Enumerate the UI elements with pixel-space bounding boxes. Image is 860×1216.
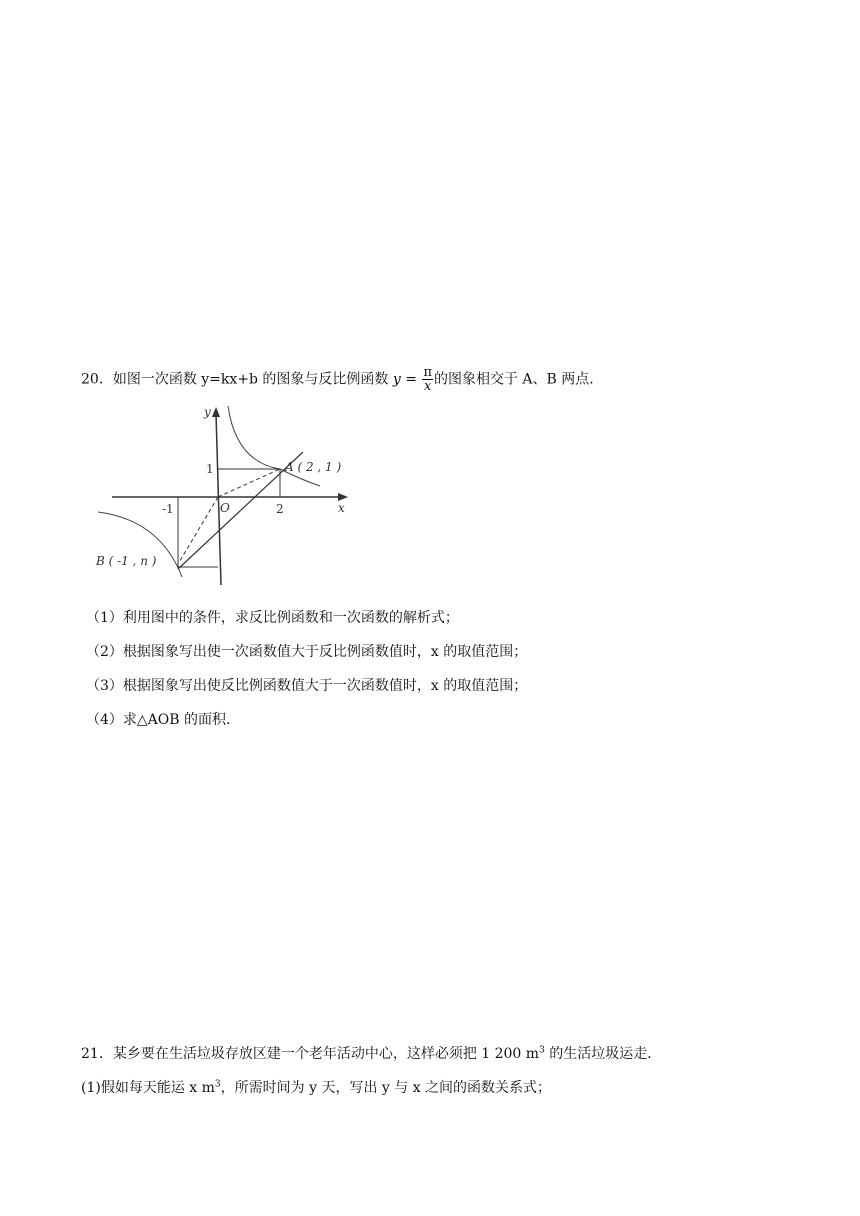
point-a-label: A ( 2 , 1 ) — [285, 460, 342, 474]
q21-part1-superscript: 3 — [214, 1079, 221, 1090]
q21-part1-text: (1)假如每天能运 x m — [81, 1080, 215, 1096]
y-axis-label: y — [204, 405, 211, 419]
tick-label-y-1: 1 — [206, 462, 214, 476]
q20-part-3: （3）根据图象写出使反比例函数值大于一次函数值时，x 的取值范围； — [86, 678, 528, 694]
segment-ob-dashed — [178, 497, 218, 564]
q20-function-graph — [90, 402, 365, 592]
q20-frac-numerator: π — [423, 365, 432, 380]
q20-frac-denominator: x — [424, 379, 432, 394]
q21-stem-text: 21．某乡要在生活垃圾存放区建一个老年活动中心，这样必须把 1 200 m — [81, 1046, 540, 1062]
point-b-label: B ( -1 , n ) — [96, 554, 157, 568]
q20-eq-equals: = — [400, 371, 422, 388]
x-axis-label: x — [338, 501, 345, 515]
x-axis-arrow — [338, 493, 348, 501]
tick-label-x-neg1: -1 — [162, 502, 174, 516]
q21-stem-end: 的生活垃圾运走． — [544, 1046, 662, 1062]
tick-label-x-2: 2 — [276, 502, 284, 516]
q20-part-2: （2）根据图象写出使一次函数值大于反比例函数值时，x 的取值范围； — [86, 644, 528, 660]
y-axis-arrow — [212, 407, 220, 417]
q20-stem-prefix: 20．如图一次函数 y=kx+b 的图象与反比例函数 — [81, 371, 393, 388]
q21-stem — [81, 1044, 661, 1064]
q21-part-1 — [81, 1078, 551, 1098]
q21-stem-superscript: 3 — [539, 1045, 545, 1056]
origin-label: O — [220, 501, 230, 515]
q20-stem-suffix: 的图象相交于 A、B 两点． — [433, 371, 604, 388]
hyperbola-branch-first-quadrant — [228, 406, 320, 486]
q20-eq-y: y — [392, 371, 401, 388]
q21-part1-end: ，所需时间为 y 天，写出 y 与 x 之间的函数关系式； — [220, 1080, 552, 1096]
q20-part-1: （1）利用图中的条件，求反比例函数和一次函数的解析式； — [86, 610, 459, 626]
q20-fraction — [422, 366, 433, 393]
q20-part-4: （4）求△AOB 的面积． — [86, 712, 240, 728]
q20-stem — [81, 366, 603, 393]
